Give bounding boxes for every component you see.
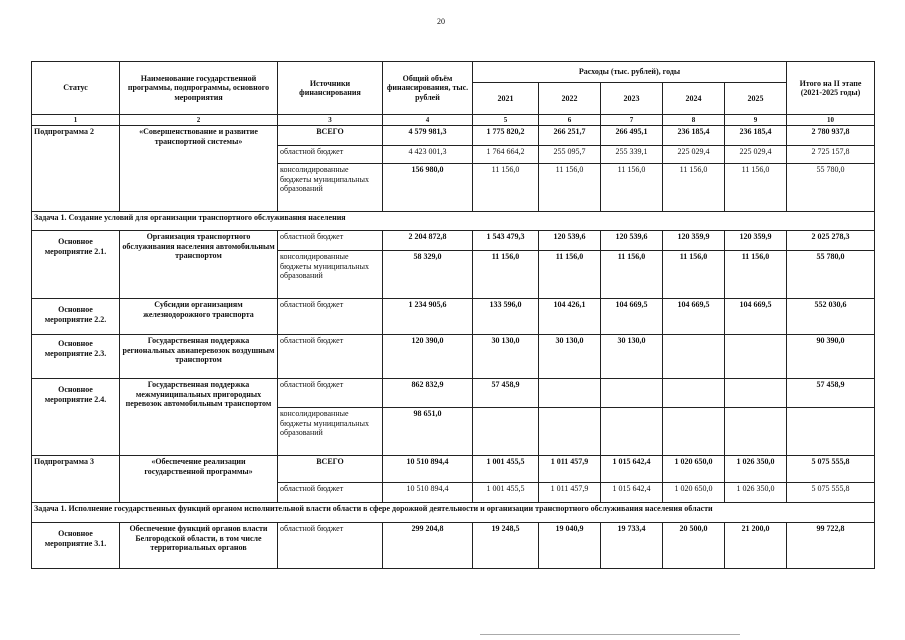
row-source: областной бюджет <box>278 523 383 569</box>
table-row <box>32 299 875 335</box>
row-sum: 2 780 937,8 <box>787 126 875 146</box>
row-year-value: 21 200,0 <box>725 523 787 569</box>
col-index: 9 <box>725 115 787 126</box>
row-year-value: 1 026 350,0 <box>725 483 787 503</box>
row-year-value: 104 426,1 <box>539 299 601 335</box>
row-year-value: 57 458,9 <box>473 379 539 408</box>
row-sum: 5 075 555,8 <box>787 456 875 483</box>
row-year-value <box>663 379 725 408</box>
col-index: 8 <box>663 115 725 126</box>
row-year-value: 11 156,0 <box>725 164 787 212</box>
row-total: 98 651,0 <box>383 408 473 456</box>
task-row <box>32 212 875 231</box>
row-year-value: 11 156,0 <box>663 164 725 212</box>
row-year-value: 1 020 650,0 <box>663 483 725 503</box>
column-index-row <box>32 115 875 126</box>
row-source: областной бюджет <box>278 299 383 335</box>
row-status: Основное мероприятие 2.2. <box>32 299 120 335</box>
col-sources-header: Источники финансирования <box>278 62 383 115</box>
row-total: 120 390,0 <box>383 335 473 379</box>
table-row <box>32 231 875 251</box>
row-name: Государственная поддержка межмуниципальных пригородных перевозок автомобильным транспортом <box>120 379 278 456</box>
row-year-value <box>663 335 725 379</box>
row-source: ВСЕГО <box>278 126 383 146</box>
budget-table <box>31 61 875 569</box>
task-title: Задача 1. Создание условий для организации транспортного обслуживания населения <box>32 212 875 231</box>
row-total: 1 234 905,6 <box>383 299 473 335</box>
row-source: областной бюджет <box>278 231 383 251</box>
year-header: 2023 <box>601 83 663 115</box>
row-source: областной бюджет <box>278 379 383 408</box>
row-year-value: 30 130,0 <box>473 335 539 379</box>
row-year-value: 133 596,0 <box>473 299 539 335</box>
table-row <box>32 456 875 483</box>
col-index: 6 <box>539 115 601 126</box>
row-status: Подпрограмма 2 <box>32 126 120 212</box>
row-sum: 55 780,0 <box>787 164 875 212</box>
row-sum: 99 722,8 <box>787 523 875 569</box>
row-year-value <box>725 408 787 456</box>
row-year-value <box>539 408 601 456</box>
row-year-value: 255 339,1 <box>601 146 663 164</box>
row-total: 10 510 894,4 <box>383 483 473 503</box>
row-source: областной бюджет <box>278 483 383 503</box>
row-year-value: 1 026 350,0 <box>725 456 787 483</box>
row-year-value: 236 185,4 <box>725 126 787 146</box>
row-source: областной бюджет <box>278 335 383 379</box>
col-index: 5 <box>473 115 539 126</box>
row-year-value: 266 495,1 <box>601 126 663 146</box>
row-year-value: 1 001 455,5 <box>473 456 539 483</box>
header-row <box>32 62 875 83</box>
row-year-value: 120 359,9 <box>663 231 725 251</box>
row-name: «Совершенствование и развитие транспортной системы» <box>120 126 278 212</box>
row-year-value: 11 156,0 <box>539 164 601 212</box>
year-header: 2021 <box>473 83 539 115</box>
row-year-value: 19 733,4 <box>601 523 663 569</box>
row-name: «Обеспечение реализации государственной программы» <box>120 456 278 503</box>
row-year-value <box>539 379 601 408</box>
row-year-value: 120 539,6 <box>601 231 663 251</box>
row-year-value: 1 764 664,2 <box>473 146 539 164</box>
row-year-value <box>725 379 787 408</box>
row-total: 862 832,9 <box>383 379 473 408</box>
row-year-value: 120 359,9 <box>725 231 787 251</box>
col-total-header: Общий объём финансирования, тыс. рублей <box>383 62 473 115</box>
col-index: 2 <box>120 115 278 126</box>
row-name: Субсидии организациям железнодорожного транспорта <box>120 299 278 335</box>
row-source: областной бюджет <box>278 146 383 164</box>
table-row <box>32 379 875 408</box>
row-year-value: 11 156,0 <box>473 164 539 212</box>
col-status-header: Статус <box>32 62 120 115</box>
col-name-header: Наименование государственной программы, подпрограммы, основного мероприятия <box>120 62 278 115</box>
row-sum: 55 780,0 <box>787 251 875 299</box>
row-year-value: 104 669,5 <box>601 299 663 335</box>
row-year-value: 11 156,0 <box>725 251 787 299</box>
row-year-value: 1 775 820,2 <box>473 126 539 146</box>
row-year-value: 11 156,0 <box>473 251 539 299</box>
row-year-value: 236 185,4 <box>663 126 725 146</box>
table-row <box>32 126 875 146</box>
row-total: 299 204,8 <box>383 523 473 569</box>
table-row <box>32 523 875 569</box>
row-year-value <box>601 408 663 456</box>
row-year-value: 1 020 650,0 <box>663 456 725 483</box>
row-year-value <box>473 408 539 456</box>
row-status: Основное мероприятие 3.1. <box>32 523 120 569</box>
row-sum: 90 390,0 <box>787 335 875 379</box>
page-number: 20 <box>437 17 445 26</box>
col-index: 1 <box>32 115 120 126</box>
row-sum: 2 025 278,3 <box>787 231 875 251</box>
row-year-value: 11 156,0 <box>601 251 663 299</box>
row-status: Подпрограмма 3 <box>32 456 120 503</box>
row-sum: 552 030,6 <box>787 299 875 335</box>
row-total: 4 579 981,3 <box>383 126 473 146</box>
year-header: 2025 <box>725 83 787 115</box>
row-total: 58 329,0 <box>383 251 473 299</box>
row-name: Организация транспортного обслуживания населения автомобильным транспортом <box>120 231 278 299</box>
row-sum <box>787 408 875 456</box>
row-year-value: 1 011 457,9 <box>539 483 601 503</box>
row-source: консолидированные бюджеты муниципальных образований <box>278 251 383 299</box>
row-status: Основное мероприятие 2.3. <box>32 335 120 379</box>
row-total: 4 423 001,3 <box>383 146 473 164</box>
scan-edge-line <box>480 634 740 635</box>
row-source: консолидированные бюджеты муниципальных образований <box>278 408 383 456</box>
row-year-value: 11 156,0 <box>539 251 601 299</box>
row-year-value <box>601 379 663 408</box>
row-year-value: 225 029,4 <box>725 146 787 164</box>
task-row <box>32 503 875 523</box>
year-header: 2022 <box>539 83 601 115</box>
col-index: 10 <box>787 115 875 126</box>
row-total: 2 204 872,8 <box>383 231 473 251</box>
row-year-value <box>725 335 787 379</box>
row-year-value: 1 015 642,4 <box>601 456 663 483</box>
row-name: Государственная поддержка региональных авиаперевозок воздушным транспортом <box>120 335 278 379</box>
row-year-value: 1 011 457,9 <box>539 456 601 483</box>
row-year-value: 255 095,7 <box>539 146 601 164</box>
table-row <box>32 335 875 379</box>
row-year-value: 19 040,9 <box>539 523 601 569</box>
row-year-value: 1 001 455,5 <box>473 483 539 503</box>
col-index: 3 <box>278 115 383 126</box>
row-total: 156 980,0 <box>383 164 473 212</box>
task-title: Задача 1. Исполнение государственных функций органом исполнительной власти области в сфере дорожной деятельности и организации транспортного обслуживания населения области <box>32 503 875 523</box>
row-sum: 5 075 555,8 <box>787 483 875 503</box>
col-expenses-header: Расходы (тыс. рублей), годы <box>473 62 787 83</box>
row-sum: 2 725 157,8 <box>787 146 875 164</box>
row-year-value: 104 669,5 <box>663 299 725 335</box>
row-source: консолидированные бюджеты муниципальных образований <box>278 164 383 212</box>
row-sum: 57 458,9 <box>787 379 875 408</box>
row-total: 10 510 894,4 <box>383 456 473 483</box>
row-status: Основное мероприятие 2.4. <box>32 379 120 456</box>
row-source: ВСЕГО <box>278 456 383 483</box>
row-year-value: 225 029,4 <box>663 146 725 164</box>
row-year-value: 1 015 642,4 <box>601 483 663 503</box>
row-name: Обеспечение функций органов власти Белгородской области, в том числе территориальных органов <box>120 523 278 569</box>
year-header: 2024 <box>663 83 725 115</box>
row-year-value: 30 130,0 <box>601 335 663 379</box>
row-year-value: 20 500,0 <box>663 523 725 569</box>
col-index: 7 <box>601 115 663 126</box>
row-year-value: 1 543 479,3 <box>473 231 539 251</box>
row-year-value: 19 248,5 <box>473 523 539 569</box>
col-index: 4 <box>383 115 473 126</box>
row-year-value: 266 251,7 <box>539 126 601 146</box>
row-status: Основное мероприятие 2.1. <box>32 231 120 299</box>
col-stage-total-header: Итого на II этапе (2021-2025 годы) <box>787 62 875 115</box>
row-year-value <box>663 408 725 456</box>
row-year-value: 11 156,0 <box>601 164 663 212</box>
row-year-value: 120 539,6 <box>539 231 601 251</box>
row-year-value: 104 669,5 <box>725 299 787 335</box>
row-year-value: 11 156,0 <box>663 251 725 299</box>
row-year-value: 30 130,0 <box>539 335 601 379</box>
